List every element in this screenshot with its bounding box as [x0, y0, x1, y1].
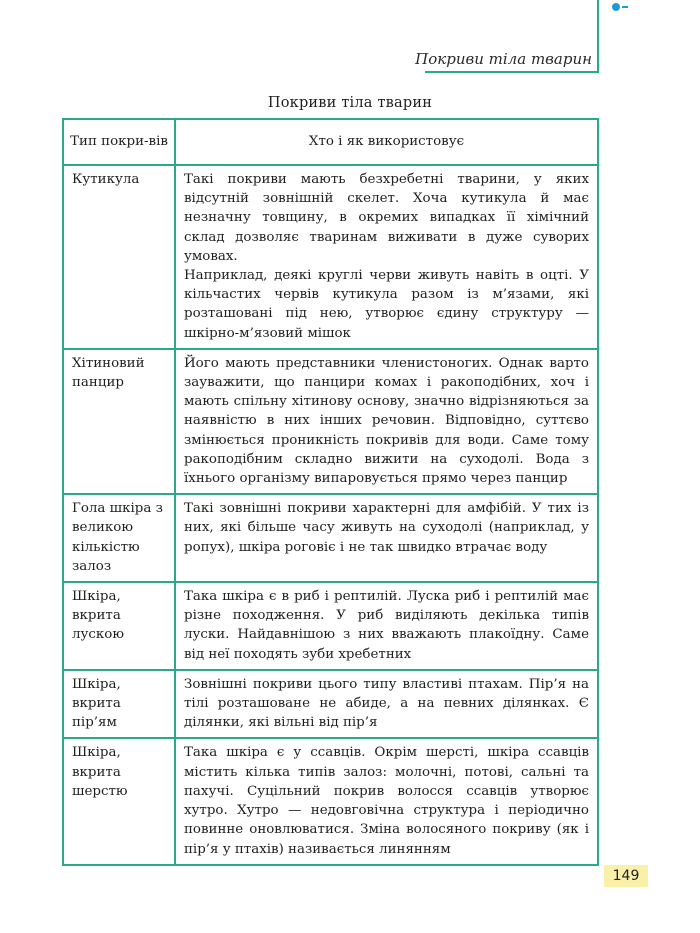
corner-logo-icon: [612, 2, 628, 12]
table-row: [63, 738, 598, 864]
row-description-cell: [175, 738, 598, 864]
description-paragraph: Зовнішні покриви цього типу властиві птахам. Пір’я на тілі розташоване не абиде, а на певних ділянках. Є ділянки, які вільні від пір’я: [184, 676, 589, 731]
row-type-cell: Шкіра, вкрита пір’ям: [63, 670, 175, 739]
description-paragraph: Такі покриви мають безхребетні тварини, у яких відсутній зовнішній скелет. Хоча кутикула й має незначну товщину, в окремих випадках її хімічний склад дозволяє тваринам виживати в дуже суворих умовах.: [184, 172, 589, 264]
row-type-cell: Шкіра, вкрита шерстю: [63, 738, 175, 864]
header-usage: Хто і як використовує: [175, 119, 598, 165]
description-paragraph: Його мають представники членистоногих. Однак варто зауважити, що панцири комах і ракоподібних, хоч і мають спільну хітинову основу, значно відрізняються за наявністю в них інших речовин. Відповідно, суттєво змінюється проникність покривів для води. Саме тому ракоподібним складно вижити на суходолі. Вода з їхнього організму випаровується прямо через панцир: [184, 355, 589, 487]
row-type-cell: Гола шкіра з великою кількістю залоз: [63, 494, 175, 582]
table-row: [63, 582, 598, 670]
description-paragraph: Такі зовнішні покриви характерні для амфібій. У тих із них, які більше часу живуть на суходолі (наприклад, у ропух), шкіра роговіє і не так швидко втрачає воду: [184, 501, 589, 555]
description-paragraph: Така шкіра є у ссавців. Окрім шерсті, шкіра ссавців містить кілька типів залоз: молочні, потові, сальні та пахучі. Суцільний покрив волосся ссавців утворює хутро. Хутро — недовговічна структура і періодично повинне оновлюватися. Зміна волосяного покриву (як і пір’я у птахів) називається линянням: [184, 745, 589, 857]
table-row: [63, 165, 598, 349]
header-type: Тип покри-вів: [63, 119, 175, 165]
description-paragraph: Така шкіра є в риб і рептилій. Луска риб і рептилій має різне походження. У риб виділяють декілька типів луски. Найдавнішою з них вважають плакоїдну. Саме від неї походять зуби хребетних: [184, 589, 589, 662]
page-number: 149: [604, 865, 648, 887]
row-description-cell: [175, 670, 598, 739]
header-vertical-rule: [597, 0, 599, 72]
running-header: Покриви тіла тварин: [415, 50, 592, 68]
animal-coverings-table: [62, 118, 599, 866]
row-type-cell: Шкіра, вкрита лускою: [63, 582, 175, 670]
table-caption: Покриви тіла тварин: [267, 95, 433, 111]
row-description-cell: [175, 494, 598, 582]
table-row: [63, 670, 598, 739]
row-description-cell: [175, 349, 598, 494]
row-type-cell: Кутикула: [63, 165, 175, 349]
row-description-cell: [175, 582, 598, 670]
header-horizontal-rule: [425, 71, 599, 73]
description-paragraph: Наприклад, деякі круглі черви живуть навіть в оцті. У кільчастих червів кутикула разом із м’язами, які розташовані під нею, утворює єдину структуру — шкірно-м’язовий мішок: [184, 268, 589, 341]
row-type-cell: Хітиновий панцир: [63, 349, 175, 494]
row-description-cell: [175, 165, 598, 349]
table-row: [63, 494, 598, 582]
table-header-row: [63, 119, 598, 165]
table-row: [63, 349, 598, 494]
